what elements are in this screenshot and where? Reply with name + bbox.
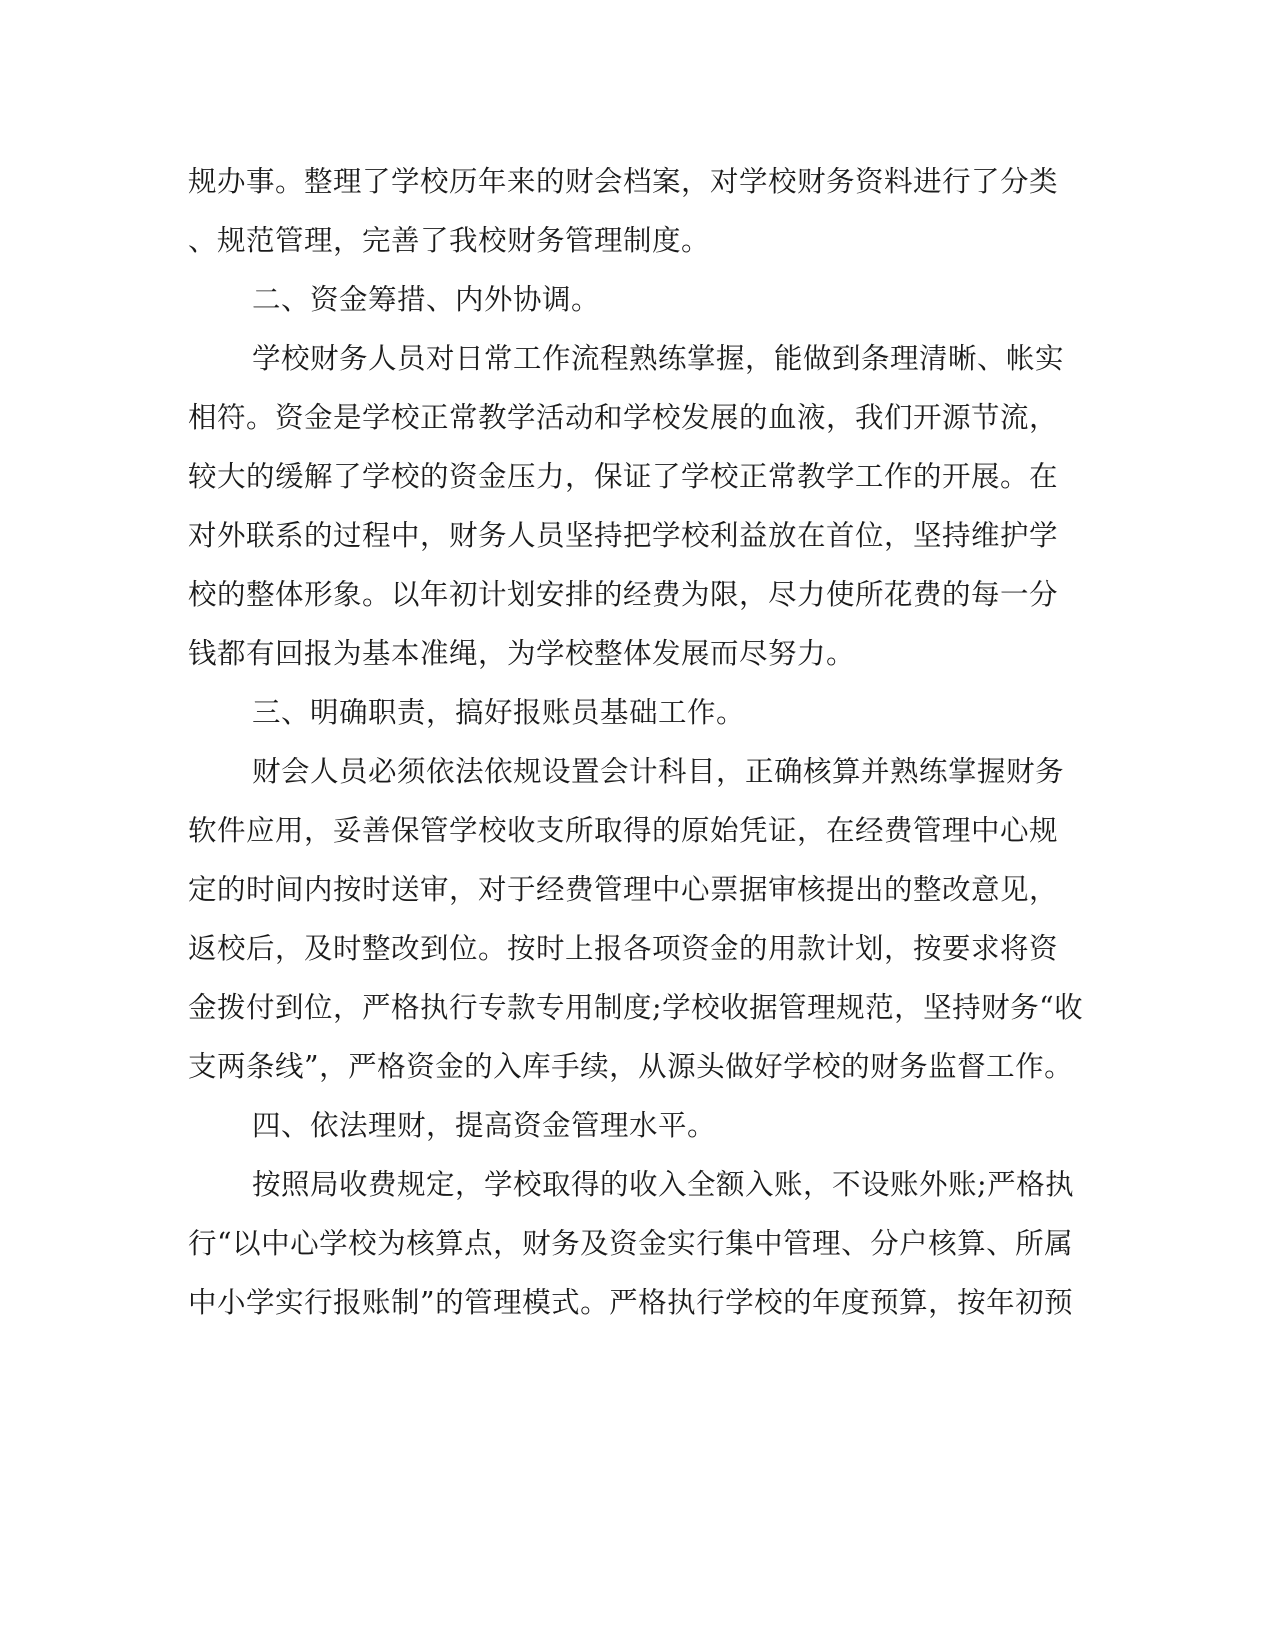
paragraph-line: 对外联系的过程中，财务人员坚持把学校利益放在首位，坚持维护学 [188, 519, 1059, 552]
paragraph-line: 学校财务人员对日常工作流程熟练掌握，能做到条理清晰、帐实 [252, 342, 1065, 375]
paragraph-line: 校的整体形象。以年初计划安排的经费为限，尽力使所花费的每一分 [188, 578, 1059, 611]
paragraph-line: 相符。资金是学校正常教学活动和学校发展的血液，我们开源节流， [188, 401, 1059, 434]
paragraph-line: 按照局收费规定，学校取得的收入全额入账，不设账外账;严格执 [252, 1168, 1075, 1201]
section-heading: 二、资金筹措、内外协调。 [252, 283, 601, 316]
paragraph-line: 中小学实行报账制”的管理模式。严格执行学校的年度预算，按年初预 [188, 1286, 1074, 1319]
paragraph-line: 定的时间内按时送审，对于经费管理中心票据审核提出的整改意见， [188, 873, 1059, 906]
section-heading: 四、依法理财，提高资金管理水平。 [252, 1109, 717, 1142]
paragraph-line: 较大的缓解了学校的资金压力，保证了学校正常教学工作的开展。在 [188, 460, 1059, 493]
paragraph-line: 返校后，及时整改到位。按时上报各项资金的用款计划，按要求将资 [188, 932, 1059, 965]
paragraph-line: 软件应用，妥善保管学校收支所取得的原始凭证，在经费管理中心规 [188, 814, 1059, 847]
paragraph-line: 钱都有回报为基本准绳，为学校整体发展而尽努力。 [188, 637, 856, 670]
paragraph-line: 行“以中心学校为核算点，财务及资金实行集中管理、分户核算、所属 [188, 1227, 1074, 1260]
paragraph-line: 金拨付到位，严格执行专款专用制度;学校收据管理规范，坚持财务“收 [188, 991, 1084, 1024]
paragraph-line: 支两条线”，严格资金的入库手续，从源头做好学校的财务监督工作。 [188, 1050, 1074, 1083]
paragraph-line: 财会人员必须依法依规设置会计科目，正确核算并熟练掌握财务 [252, 755, 1065, 788]
paragraph-line: 规办事。整理了学校历年来的财会档案，对学校财务资料进行了分类 [188, 165, 1059, 198]
paragraph-line: 、规范管理，完善了我校财务管理制度。 [188, 224, 711, 257]
section-heading: 三、明确职责，搞好报账员基础工作。 [252, 696, 746, 729]
